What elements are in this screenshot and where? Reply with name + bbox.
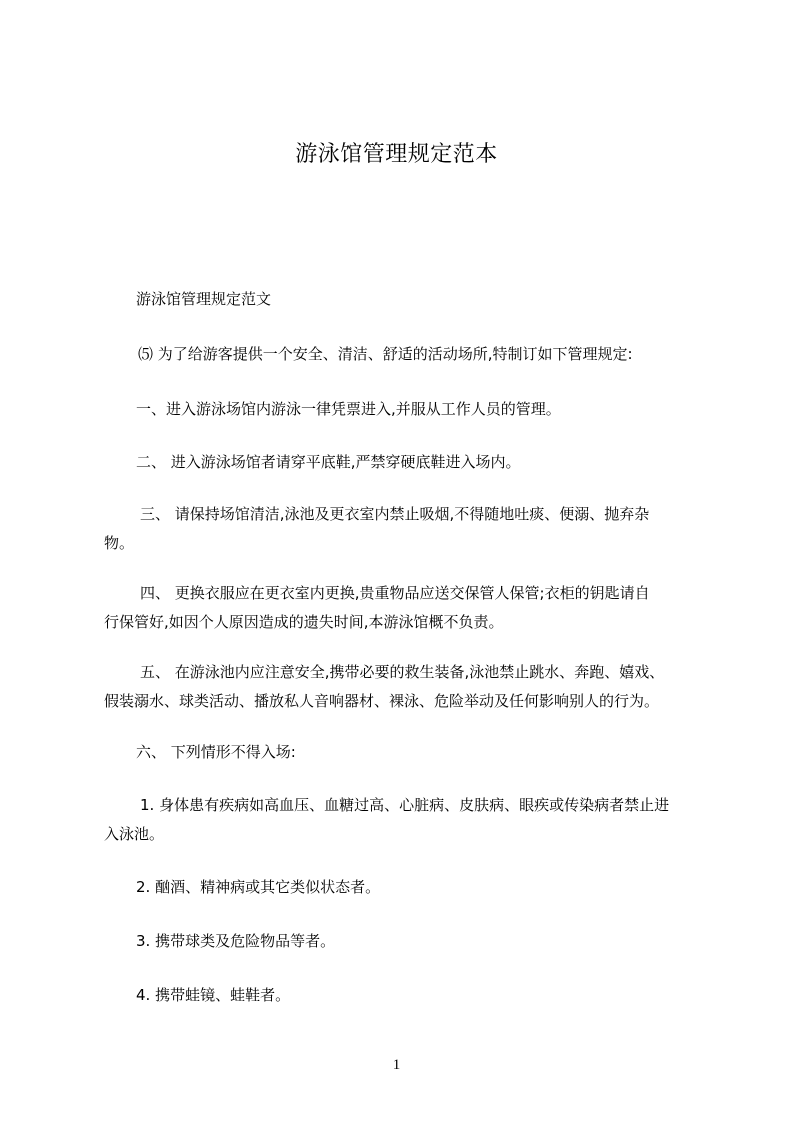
intro-line: ⑸ 为了给游客提供一个安全、清洁、舒适的活动场所,特制订如下管理规定: bbox=[138, 345, 633, 363]
rule-5-line-2: 假装溺水、球类活动、播放私人音响器材、裸泳、危险举动及任何影响别人的行为。 bbox=[104, 692, 660, 710]
document-subtitle bbox=[136, 285, 726, 314]
page-number: 1 bbox=[392, 1057, 401, 1073]
rule-2-line-1: 二、 进入游泳场馆者请穿平底鞋,严禁穿硬底鞋进入场内。 bbox=[136, 453, 521, 471]
document-title: 游泳馆管理规定范本 bbox=[295, 142, 498, 167]
rule-1-line-1: 一、进入游泳场馆内游泳一律凭票进入,并服从工作人员的管理。 bbox=[136, 400, 561, 418]
rule-3-line-2: 物。 bbox=[104, 534, 135, 552]
condition-3-line-1: 3. 携带球类及危险物品等者。 bbox=[136, 932, 336, 950]
condition-2-line-1: 2. 酗酒、精神病或其它类似状态者。 bbox=[136, 878, 381, 896]
condition-1-line-2: 入泳池。 bbox=[104, 825, 165, 843]
rule-4-line-1: 四、 更换衣服应在更衣室内更换,贵重物品应送交保管人保管;衣柜的钥匙请自 bbox=[140, 584, 650, 602]
condition-3 bbox=[136, 927, 726, 956]
condition-2 bbox=[136, 873, 726, 902]
rule-2 bbox=[136, 448, 726, 477]
rule-4 bbox=[104, 579, 694, 637]
rule-5 bbox=[104, 658, 694, 716]
condition-1-line-1: 1. 身体患有疾病如高血压、血糖过高、心脏病、皮肤病、眼疾或传染病者禁止进 bbox=[140, 796, 670, 814]
rule-1 bbox=[136, 395, 726, 424]
condition-4 bbox=[136, 981, 726, 1010]
rule-6 bbox=[136, 738, 726, 767]
rule-5-line-1: 五、 在游泳池内应注意安全,携带必要的救生装备,泳池禁止跳水、奔跑、嬉戏、 bbox=[140, 663, 665, 681]
intro-paragraph bbox=[138, 340, 728, 369]
rule-6-line-1: 六、 下列情形不得入场: bbox=[136, 743, 296, 761]
rule-3 bbox=[104, 500, 694, 558]
condition-4-line-1: 4. 携带蛙镜、蛙鞋者。 bbox=[136, 986, 291, 1004]
rule-4-line-2: 行保管好,如因个人原因造成的遗失时间,本游泳馆概不负责。 bbox=[104, 613, 504, 631]
condition-1 bbox=[104, 791, 694, 849]
subtitle-line: 游泳馆管理规定范文 bbox=[136, 290, 272, 308]
rule-3-line-1: 三、 请保持场馆清洁,泳池及更衣室内禁止吸烟,不得随地吐痰、便溺、抛弃杂 bbox=[140, 505, 650, 523]
